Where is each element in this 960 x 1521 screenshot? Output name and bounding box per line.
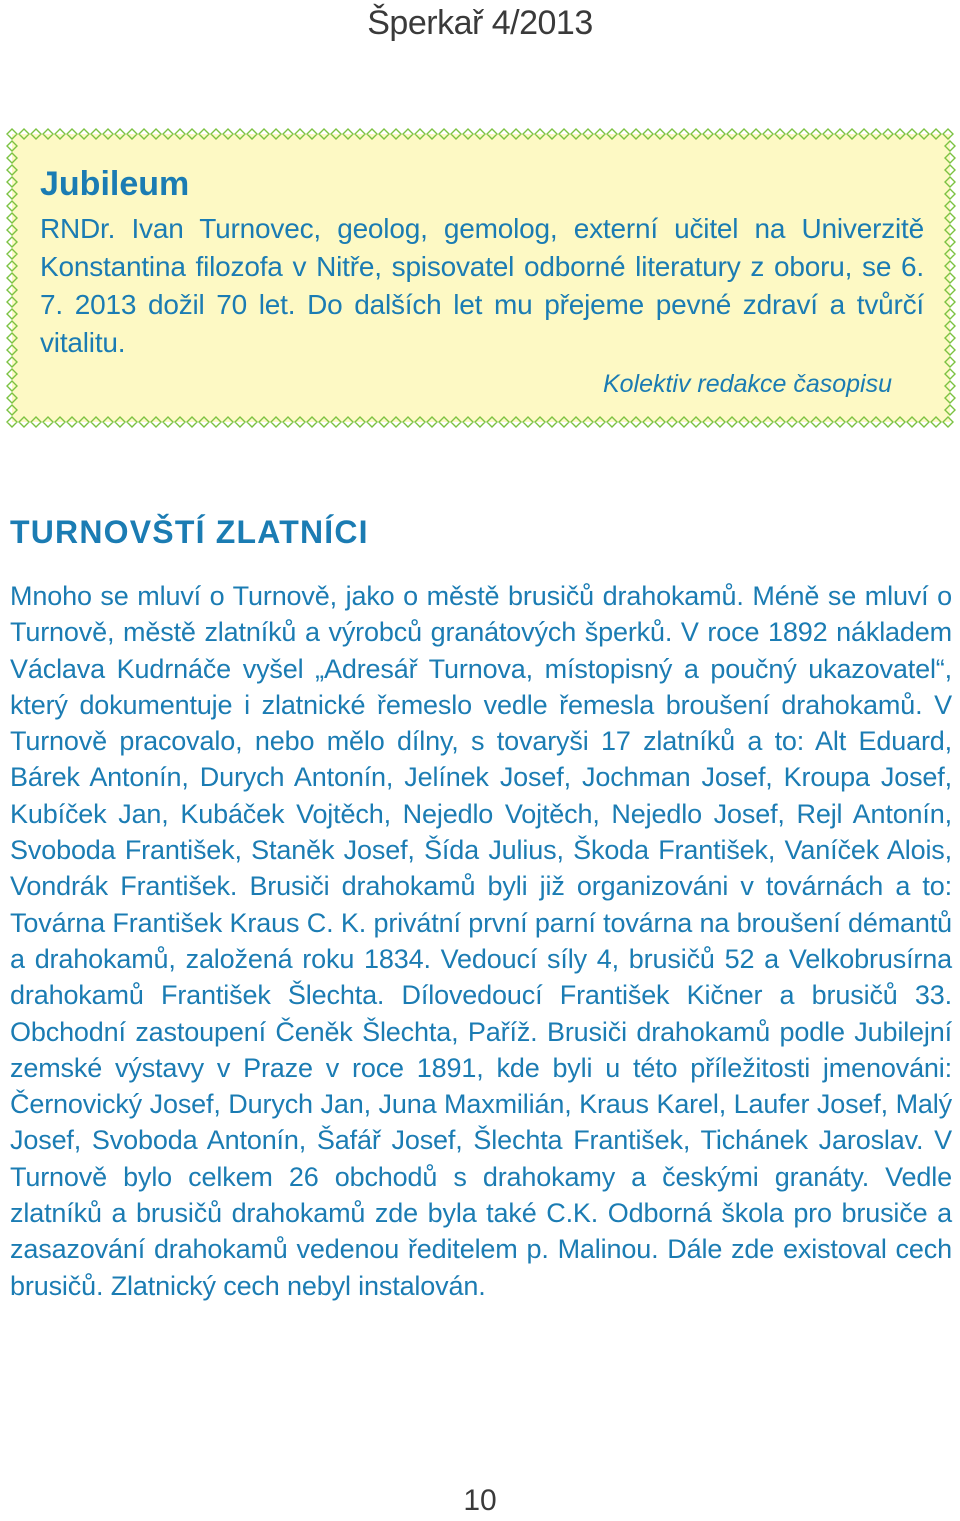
article-title: TURNOVŠTÍ ZLATNÍCI bbox=[10, 514, 369, 550]
box-text: RNDr. Ivan Turnovec, geolog, gemolog, externí učitel na Univerzitě Konstantina filozofa v Nitře, spisovatel odborné literatury z oboru, se 6. 7. 2013 dožil 70 let. Do dalších let mu přejeme pevné zdraví a tvůrčí vitalitu. bbox=[40, 213, 924, 358]
box-signature: Kolektiv redakce časopisu bbox=[602, 370, 892, 398]
jubilee-box bbox=[6, 128, 956, 428]
page-number: 10 bbox=[463, 1484, 497, 1517]
box-heading: Jubileum bbox=[40, 165, 190, 203]
article-body: Mnoho se mluví o Turnově, jako o městě brusičů drahokamů. Méně se mluví o Turnově, městě zlatníků a výrobců granátových šperků. V roce 1892 nákladem Václava Kudrnáče vyšel „Adresář Turnova, místopisný a poučný ukazovatel“, který dokumentuje i zlatnické řemeslo vedle řemesla broušení drahokamů. V Turnově pracovalo, nebo mělo dílny, s tovaryši 17 zlatníků a to: Alt Eduard, Bárek Antonín, Durych Antonín, Jelínek Josef, Jochman Josef, Kroupa Josef, Kubíček Jan, Kubáček Vojtěch, Nejedlo Vojtěch, Nejedlo Josef, Rejl Antonín, Svoboda František, Staněk Josef, Šída Julius, Škoda František, Vaníček Alois, Vondrák František. Brusiči drahokamů byli již organizováni v továrnách a to: Továrna František Kraus C. K. privátní první parní továrna na broušení démantů a drahokamů, založená roku 1834. Vedoucí síly 4, brusičů 52 a Velkobrusírna drahokamů František Šlechta. Dílovedoucí František Kičner a brusičů 33. Obchodní zastoupení Čeněk Šlechta, Paříž. Brusiči drahokamů podle Jubilejní zemské výstavy v Praze v roce 1891, kde byli u této příležitosti jmenováni: Černovický Josef, Durych Jan, Juna Maxmilián, Kraus Karel, Laufer Josef, Malý Josef, Svoboda Antonín, Šafář Josef, Šlechta František, Tichánek Jaroslav. V Turnově bylo celkem 26 obchodů s drahokamy a českými granáty. Vedle zlatníků a brusičů drahokamů zde byla také C.K. Odborná škola pro brusiče a zasazování drahokamů vedenou ředitelem p. Malinou. Dále zde existoval cech brusičů. Zlatnický cech nebyl instalován. bbox=[10, 581, 952, 1301]
running-head: Šperkař 4/2013 bbox=[367, 4, 593, 42]
